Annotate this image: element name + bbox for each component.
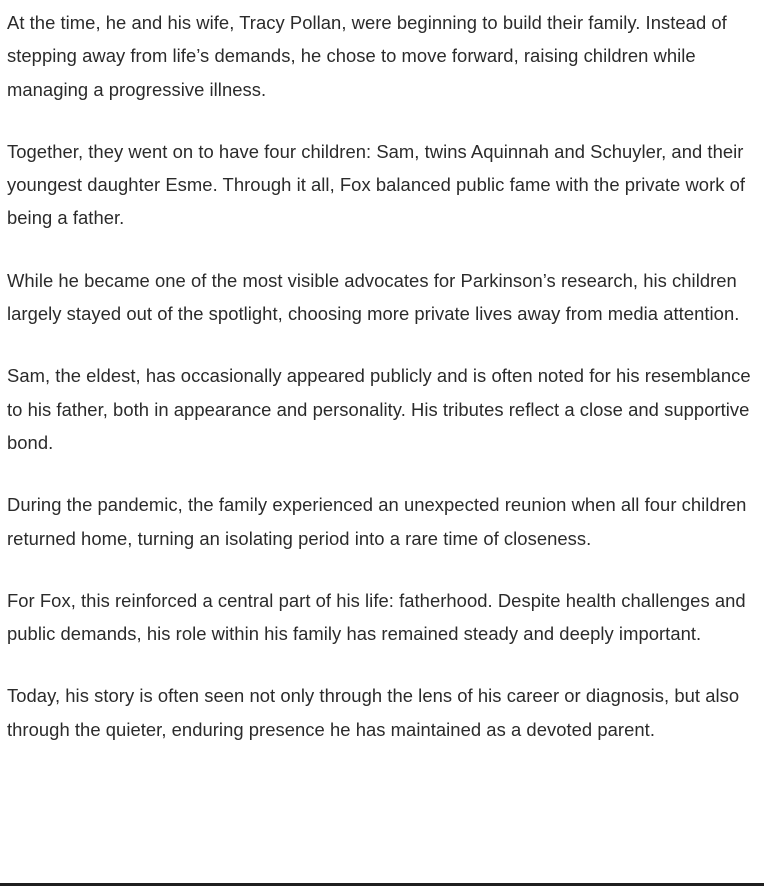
paragraph-fatherhood: For Fox, this reinforced a central part of his life: fatherhood. Despite health challenges and public demands, his role within his family has remained steady and deeply important. (7, 589, 746, 645)
paragraph-family-beginning: At the time, he and his wife, Tracy Pollan, were beginning to build their family. Instead of stepping away from life’s demands, he chose to move forward, raising children while managing a progressive illness. (7, 12, 727, 100)
paragraph-sam-eldest: Sam, the eldest, has occasionally appeared publicly and is often noted for his resemblance to his father, both in appearance and personality. His tributes reflect a close and supportive bond. (7, 365, 751, 453)
paragraph-pandemic-reunion: During the pandemic, the family experienced an unexpected reunion when all four children returned home, turning an isolating period into a rare time of closeness. (7, 494, 747, 549)
paragraph-devoted-parent: Today, his story is often seen not only through the lens of his career or diagnosis, but also through the quieter, enduring presence he has maintained as a devoted parent. (7, 685, 740, 740)
paragraph-out-of-spotlight: While he became one of the most visible advocates for Parkinson’s research, his children largely stayed out of the spotlight, choosing more private lives away from media attention. (7, 269, 740, 325)
article-body (7, 6, 759, 746)
paragraph-four-children: Together, they went on to have four children: Sam, twins Aquinnah and Schuyler, and their youngest daughter Esme. Through it all, Fox balanced public fame with the private work of being a father. (7, 140, 746, 229)
